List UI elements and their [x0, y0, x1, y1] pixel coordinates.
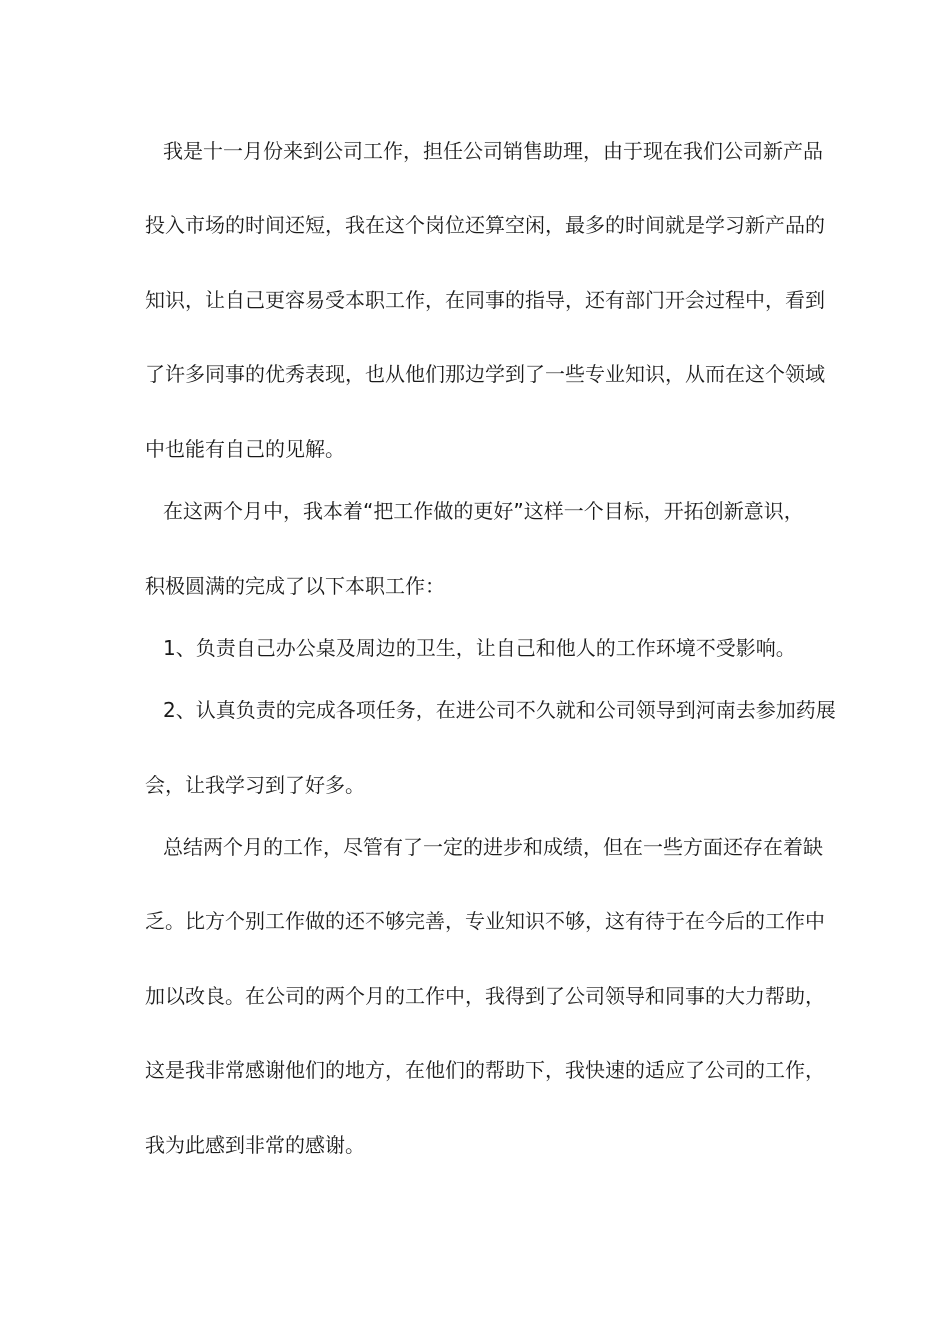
list-item-1: 1、负责自己办公桌及周边的卫生，让自己和他人的工作环境不受影响。 [163, 636, 796, 660]
paragraph-1-line-5: 中也能有自己的见解。 [145, 437, 345, 461]
list-item-2-line-2: 会，让我学习到了好多。 [145, 773, 365, 797]
paragraph-1-line-4: 了许多同事的优秀表现，也从他们那边学到了一些专业知识，从而在这个领域 [145, 362, 825, 386]
paragraph-2-line-1: 在这两个月中，我本着“把工作做的更好”这样一个目标，开拓创新意识， [163, 499, 804, 523]
paragraph-1-line-1: 我是十一月份来到公司工作，担任公司销售助理，由于现在我们公司新产品 [163, 139, 823, 163]
paragraph-5-line-3: 加以改良。在公司的两个月的工作中，我得到了公司领导和同事的大力帮助， [145, 984, 825, 1008]
paragraph-1-line-2: 投入市场的时间还短，我在这个岗位还算空闲，最多的时间就是学习新产品的 [145, 213, 825, 237]
list-item-2-line-1: 2、认真负责的完成各项任务，在进公司不久就和公司领导到河南去参加药展 [163, 698, 836, 722]
paragraph-5-line-1: 总结两个月的工作，尽管有了一定的进步和成绩，但在一些方面还存在着缺 [163, 835, 823, 859]
paragraph-5-line-5: 我为此感到非常的感谢。 [145, 1133, 365, 1157]
paragraph-1-line-3: 知识，让自己更容易受本职工作，在同事的指导，还有部门开会过程中，看到 [145, 288, 825, 312]
paragraph-5-line-4: 这是我非常感谢他们的地方，在他们的帮助下，我快速的适应了公司的工作， [145, 1058, 825, 1082]
paragraph-2-line-2: 积极圆满的完成了以下本职工作： [145, 574, 445, 598]
paragraph-5-line-2: 乏。比方个别工作做的还不够完善，专业知识不够，这有待于在今后的工作中 [145, 909, 825, 933]
